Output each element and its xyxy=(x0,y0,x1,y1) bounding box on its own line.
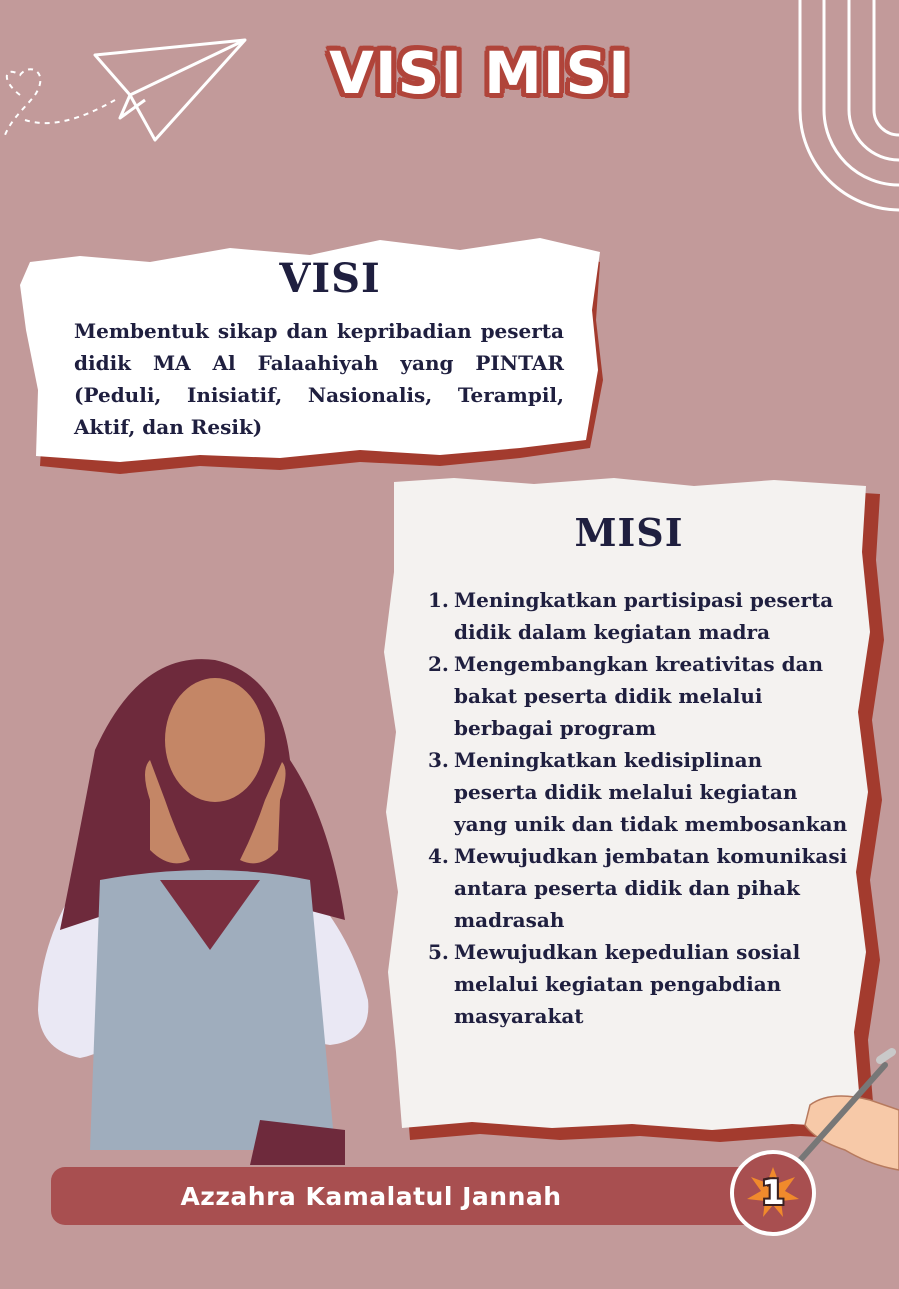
rainbow-lines-icon xyxy=(800,0,899,210)
student-name: Azzahra Kamalatul Jannah xyxy=(180,1181,562,1211)
visi-text: Membentuk sikap dan kepribadian peserta didik MA Al Falaahiyah yang PINTAR (Peduli, Inisiatif, Nasionalis, Terampil, Aktif, dan Resik) xyxy=(74,319,564,439)
misi-item: 5. Mewujudkan kepedulian sosial melalui kegiatan pengabdian masyarakat xyxy=(428,940,801,1028)
misi-item: 4. Mewujudkan jembatan komunikasi antara peserta didik dan pihak madrasah xyxy=(428,844,848,932)
misi-item-text: Meningkatkan partisipasi peserta didik dalam kegiatan madra xyxy=(454,588,834,644)
misi-list xyxy=(428,584,848,1032)
page-title: VISI MISI xyxy=(329,39,631,107)
paper-plane-icon xyxy=(95,40,245,140)
page-number-badge xyxy=(730,1150,816,1236)
misi-item: 1. Meningkatkan partisipasi peserta didik dalam kegiatan madra xyxy=(428,588,834,644)
misi-item: 3. Meningkatkan kedisiplinan peserta didik melalui kegiatan yang unik dan tidak membosankan xyxy=(428,748,848,836)
misi-item-text: Mewujudkan jembatan komunikasi antara peserta didik dan pihak madrasah xyxy=(454,844,848,932)
misi-item-text: Mengembangkan kreativitas dan bakat peserta didik melalui berbagai program xyxy=(454,652,824,740)
page-number: 1 xyxy=(761,1173,785,1213)
misi-heading: MISI xyxy=(574,510,684,555)
misi-item: 2. Mengembangkan kreativitas dan bakat peserta didik melalui berbagai program xyxy=(428,652,824,740)
heart-icon xyxy=(5,69,115,135)
student-photo xyxy=(38,659,368,1165)
misi-item-text: Mewujudkan kepedulian sosial melalui kegiatan pengabdian masyarakat xyxy=(454,940,801,1028)
misi-item-text: Meningkatkan kedisiplinan peserta didik melalui kegiatan yang unik dan tidak membosankan xyxy=(454,748,848,836)
visi-heading: VISI xyxy=(279,255,381,302)
